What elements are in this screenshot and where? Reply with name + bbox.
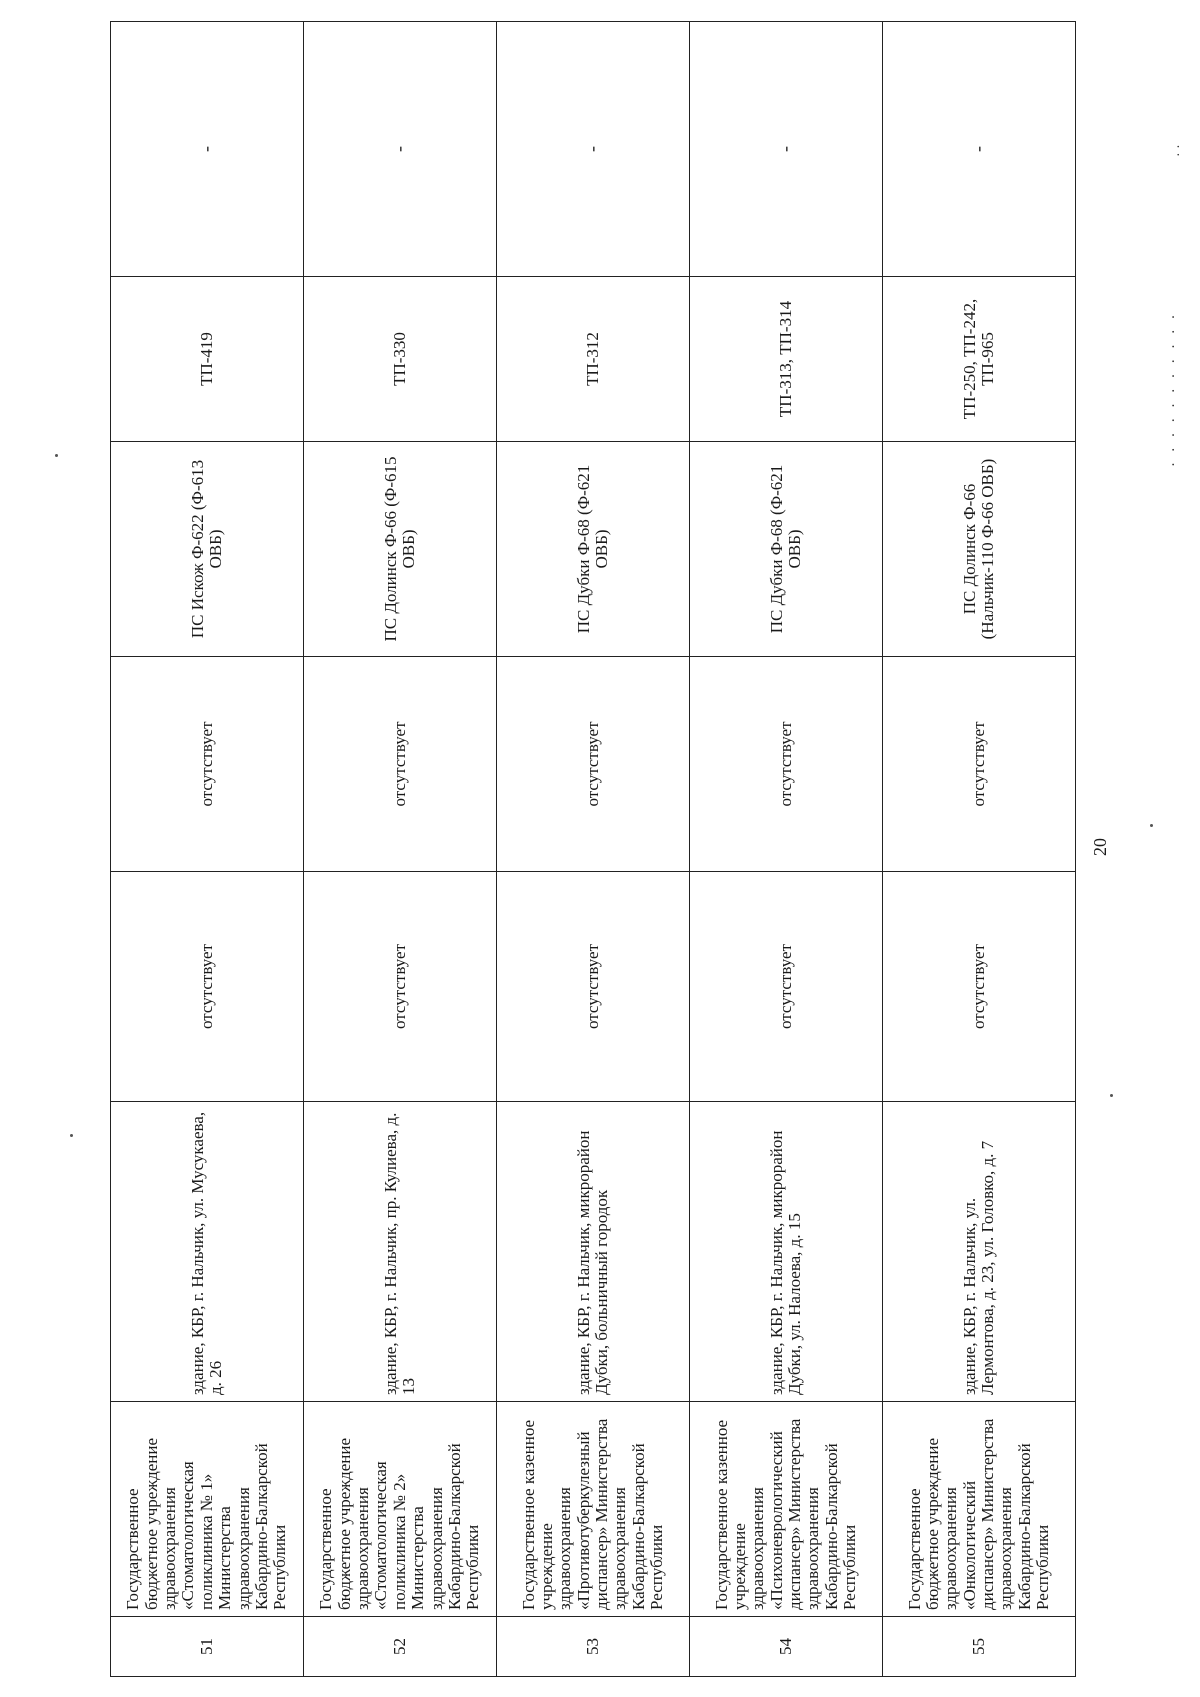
institution-name-cell: Государственное казенное учреждение здравоохранения «Психоневрологический диспансер» Министерства здравоохранения Кабардино-Балкарской Республики [690, 1402, 883, 1617]
row-number-cell: 53 [497, 1617, 690, 1677]
transformer-cell: ТП-312 [497, 277, 690, 442]
status-cell: отсутствует [883, 872, 1076, 1102]
address-cell: здание, КБР, г. Нальчик, микрорайон Дубки, ул. Налоева, д. 15 [690, 1102, 883, 1402]
table-row [497, 22, 690, 1677]
address-cell: здание, КБР, г. Нальчик, ул. Мусукаева, д. 26 [111, 1102, 304, 1402]
scan-speck [1150, 824, 1153, 827]
substation-cell: ПС Искож Ф-622 (Ф-613 ОВБ) [111, 442, 304, 657]
status-cell: отсутствует [497, 657, 690, 872]
table-row [304, 22, 497, 1677]
transformer-cell: ТП-330 [304, 277, 497, 442]
institution-name-cell: Государственное бюджетное учреждение здравоохранения «Онкологический диспансер» Министерства здравоохранения Кабардино-Балкарской Республики [883, 1402, 1076, 1617]
table-row [883, 22, 1076, 1677]
facilities-table [110, 21, 1076, 1677]
substation-cell: ПС Дубки Ф-68 (Ф-621 ОВБ) [497, 442, 690, 657]
substation-cell: ПС Долинск Ф-66 (Нальчик-110 Ф-66 ОВБ) [883, 442, 1076, 657]
status-cell: отсутствует [304, 872, 497, 1102]
cropped-header-fragment: · · · · · · · · · · · [1166, 311, 1182, 467]
status-cell: отсутствует [111, 872, 304, 1102]
status-cell: отсутствует [690, 872, 883, 1102]
scan-speck [55, 454, 58, 457]
status-cell: отсутствует [690, 657, 883, 872]
status-cell: отсутствует [111, 657, 304, 872]
row-number-cell: 55 [883, 1617, 1076, 1677]
institution-name-cell: Государственное бюджетное учреждение здравоохранения «Стоматологическая поликлиника № 1» Министерства здравоохранения Кабардино-Балкарской Республики [111, 1402, 304, 1617]
row-number-cell: 54 [690, 1617, 883, 1677]
status-cell: отсутствует [883, 657, 1076, 872]
scan-speck [1110, 1094, 1113, 1097]
dash-cell: - [111, 22, 304, 277]
address-cell: здание, КБР, г. Нальчик, микрорайон Дубки, больничный городок [497, 1102, 690, 1402]
institution-name-cell: Государственное казенное учреждение здравоохранения «Противотуберкулезный диспансер» Министерства здравоохранения Кабардино-Балкарской Республики [497, 1402, 690, 1617]
institution-name-cell: Государственное бюджетное учреждение здравоохранения «Стоматологическая поликлиника № 2» Министерства здравоохранения Кабардино-Балкарской Республики [304, 1402, 497, 1617]
status-cell: отсутствует [304, 657, 497, 872]
scan-speck [70, 1134, 73, 1137]
row-number-cell: 52 [304, 1617, 497, 1677]
address-cell: здание, КБР, г. Нальчик, пр. Кулиева, д. 13 [304, 1102, 497, 1402]
row-number-cell: 51 [111, 1617, 304, 1677]
status-cell: отсутствует [497, 872, 690, 1102]
transformer-cell: ТП-419 [111, 277, 304, 442]
dash-cell: - [690, 22, 883, 277]
dash-cell: - [497, 22, 690, 277]
corner-fragment: · · [1172, 144, 1187, 157]
transformer-cell: ТП-250, ТП-242, ТП-965 [883, 277, 1076, 442]
dash-cell: - [883, 22, 1076, 277]
table-row [690, 22, 883, 1677]
substation-cell: ПС Долинск Ф-66 (Ф-615 ОВБ) [304, 442, 497, 657]
table-row [111, 22, 304, 1677]
substation-cell: ПС Дубки Ф-68 (Ф-621 ОВБ) [690, 442, 883, 657]
page-number: 20 [1090, 838, 1110, 856]
address-cell: здание, КБР, г. Нальчик, ул. Лермонтова, д. 23, ул. Головко, д. 7 [883, 1102, 1076, 1402]
dash-cell: - [304, 22, 497, 277]
transformer-cell: ТП-313, ТП-314 [690, 277, 883, 442]
